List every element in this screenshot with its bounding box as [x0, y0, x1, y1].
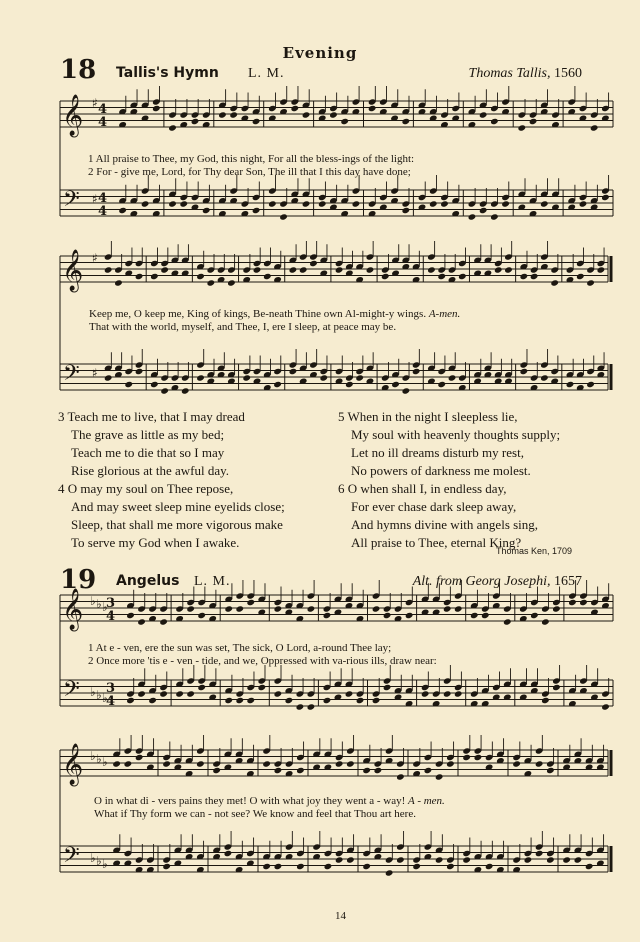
- hymn19-system2-bass-note: [574, 856, 583, 863]
- hymn18-system2-treble-note: [366, 266, 375, 273]
- hymn19-system1-bass-note: [258, 684, 267, 691]
- hymn-19-lyric-line: 2 Once more 'tis e - ven - tide, and we, Oppressed with va-rious ills, draw near:: [88, 655, 437, 667]
- hymn-18-lyric-line: 2 For - give me, Lord, for Thy dear Son, The ill that I this day have done;: [88, 166, 411, 178]
- hymn18-system2-treble-note: [207, 279, 216, 286]
- hymn18-system2-treble-note: [114, 279, 123, 286]
- hymn19-system1-bass-note: [454, 690, 463, 697]
- hymn19-system1-bass-note: [224, 697, 233, 704]
- hymn18-system2-treble-note: [309, 260, 318, 267]
- hymn18-system1-bass-note: [479, 207, 488, 214]
- hymn18-system1-bass-note: [279, 213, 288, 220]
- hymn-19-amen: A - men.: [408, 795, 445, 807]
- hymn18-system2-treble-note: [227, 279, 236, 286]
- hymn18-system1-treble-note: [518, 124, 527, 131]
- hymn18-system1-bass-note: [179, 200, 188, 207]
- key-signature: ♭: [90, 685, 96, 699]
- hymn18-system1-bass-note: [402, 207, 411, 214]
- hymn19-system1-treble-note: [454, 605, 463, 612]
- time-signature-bottom: 4: [98, 115, 108, 130]
- hymn19-system2-treble-note: [135, 754, 144, 761]
- hymn19-system2-bass-note: [346, 856, 355, 863]
- time-signature-top: 4: [98, 102, 108, 117]
- verse-line: 6 O when shall I, in endless day,: [338, 481, 507, 496]
- hymn19-system2-treble-note: [196, 760, 205, 767]
- hymn-18-title: Tallis's Hymn: [116, 65, 219, 81]
- hymn18-system2-bass-note: [150, 381, 159, 388]
- hymn19-system2-treble-note: [512, 760, 521, 767]
- hymn19-system1-treble-note: [323, 612, 332, 619]
- hymn-19-lyric-line: What if Thy form we can - not see? We know and feel that Thou art here.: [94, 808, 416, 820]
- hymn18-system2-bass-note: [242, 374, 251, 381]
- time-signature-bottom: 4: [106, 609, 116, 624]
- hymn19-system2-treble-note: [124, 760, 133, 767]
- treble-clef: 𝄞: [62, 250, 84, 291]
- hymn19-system1-bass-note: [323, 697, 332, 704]
- hymn19-system2-bass-note: [435, 856, 444, 863]
- hymn19-system2-bass-note: [162, 863, 171, 870]
- hymn-19-meter: L. M.: [194, 574, 231, 589]
- hymn19-system2-treble-note: [262, 760, 271, 767]
- key-signature: ♭: [90, 749, 96, 763]
- hymn-18-year: 1560: [554, 66, 582, 81]
- hymn18-system2-treble-note: [150, 273, 159, 280]
- hymn19-system1-treble-note: [224, 605, 233, 612]
- hymn18-system2-bass-note: [135, 368, 144, 375]
- hymn18-system1-bass-note: [141, 200, 150, 207]
- hymn18-system2-treble-note: [381, 273, 390, 280]
- hymn19-system2-bass-note: [396, 856, 405, 863]
- hymn18-system1-bass-note: [268, 200, 277, 207]
- bass-clef: 𝄢: [63, 677, 80, 707]
- hymn19-system2-treble-note: [474, 754, 483, 761]
- hymn19-system2-treble-note: [462, 754, 471, 761]
- hymn18-system1-bass-note: [601, 194, 610, 201]
- hymn-18-lyric-line: [89, 308, 460, 320]
- key-signature: ♭: [96, 688, 102, 702]
- hymn19-system1-treble-note: [159, 618, 168, 625]
- treble-clef: 𝄞: [62, 744, 84, 785]
- hymn19-system2-bass-note: [535, 850, 544, 857]
- hymn19-system2-treble-note: [346, 760, 355, 767]
- key-signature: ♯: [92, 251, 98, 265]
- hymn19-system1-bass-note: [197, 684, 206, 691]
- hymn18-system2-bass-note: [540, 374, 549, 381]
- hymn18-system2-treble-note: [196, 273, 205, 280]
- hymn19-system1-bass-note: [372, 697, 381, 704]
- hymn19-system1-bass-note: [541, 697, 550, 704]
- hymn18-system2-bass-note: [289, 368, 298, 375]
- key-signature: ♭: [102, 600, 108, 614]
- hymn18-system1-treble-note: [218, 111, 227, 118]
- hymn19-system2-treble-note: [112, 760, 121, 767]
- hymn19-system1-bass-note: [296, 703, 305, 710]
- hymn18-system1-treble-note: [368, 105, 377, 112]
- hymn18-system1-treble-note: [302, 111, 311, 118]
- hymn19-system1-bass-note: [307, 703, 316, 710]
- bass-clef: 𝄢: [63, 187, 80, 217]
- hymn19-system1-treble-note: [126, 612, 135, 619]
- hymn19-system2-bass-note: [224, 850, 233, 857]
- hymn18-system1-treble-note: [229, 111, 238, 118]
- verse-line: All praise to Thee, eternal King?: [351, 535, 522, 550]
- hymn19-system2-treble-note: [335, 760, 344, 767]
- hymn19-system2-treble-note: [212, 767, 221, 774]
- page-number: 14: [335, 910, 346, 922]
- hymn18-system2-treble-note: [253, 266, 262, 273]
- hymn19-system2-bass-note: [562, 856, 571, 863]
- hymn18-system1-bass-note: [429, 200, 438, 207]
- hymn-18-lyric-line: That with the world, myself, and Thee, I, ere I sleep, at peace may be.: [89, 321, 397, 333]
- hymn18-system1-bass-note: [440, 200, 449, 207]
- verse-line: Sleep, that shall me more vigorous make: [71, 517, 283, 532]
- hymn18-system2-bass-note: [437, 381, 446, 388]
- hymn18-system2-bass-note: [196, 374, 205, 381]
- hymn19-system2-bass-note: [385, 869, 394, 876]
- hymn19-system1-treble-note: [443, 605, 452, 612]
- hymn19-system2-bass-note: [585, 863, 594, 870]
- hymn18-system2-treble-note: [494, 266, 503, 273]
- verse-line: The grave as little as my bed;: [71, 427, 225, 442]
- hymn18-system2-treble-note: [520, 273, 529, 280]
- hymn18-system2-bass-note: [345, 381, 354, 388]
- hymn19-system2-treble-note: [396, 773, 405, 780]
- hymn-19-lyric-line: [94, 795, 445, 807]
- section-title: Evening: [282, 44, 358, 62]
- hymn18-system2-bass-note: [402, 387, 411, 394]
- treble-clef: 𝄞: [62, 589, 84, 630]
- verse-line: For ever chase dark sleep away,: [351, 499, 517, 514]
- hymn-19-lyric-line: 1 At e - ven, ere the sun was set, The sick, O Lord, a-round Thee lay;: [88, 642, 392, 654]
- hymn18-system2-treble-note: [437, 273, 446, 280]
- hymn19-system2-treble-note: [535, 760, 544, 767]
- hymn19-system2-treble-note: [296, 767, 305, 774]
- time-signature-top: 3: [106, 596, 116, 611]
- key-signature: ♭: [96, 854, 102, 868]
- hymn19-system2-bass-note: [335, 856, 344, 863]
- hymn-18-verse: [338, 408, 560, 480]
- hymn18-system1-treble-note: [402, 118, 411, 125]
- hymn18-system2-bass-note: [586, 381, 595, 388]
- hymn19-system1-bass-note: [175, 690, 184, 697]
- hymn19-system1-treble-note: [137, 618, 146, 625]
- hymn19-system1-bass-note: [126, 697, 135, 704]
- verse-line: And may sweet sleep mine eyelids close;: [71, 499, 285, 514]
- hymn19-system1-bass-note: [274, 690, 283, 697]
- hymn18-system2-bass-note: [566, 381, 575, 388]
- hymn-18-composer: Thomas Tallis,: [468, 66, 551, 81]
- hymn18-system1-treble-note: [490, 118, 499, 125]
- hymn19-system2-treble-note: [274, 767, 283, 774]
- hymn18-system2-bass-note: [124, 381, 133, 388]
- hymn19-system2-bass-note: [262, 863, 271, 870]
- hymn18-system2-treble-note: [550, 279, 559, 286]
- hymn19-system1-treble-note: [235, 605, 244, 612]
- key-signature: ♯: [92, 192, 98, 206]
- hymn18-system1-treble-note: [479, 111, 488, 118]
- hymn19-system2-bass-note: [546, 856, 555, 863]
- hymn19-system1-treble-note: [383, 612, 392, 619]
- hymn19-system1-treble-note: [274, 605, 283, 612]
- time-signature-top: 3: [106, 681, 116, 696]
- hymn18-system2-bass-note: [104, 374, 113, 381]
- hymn18-system2-bass-note: [160, 387, 169, 394]
- hymn-18-amen: A-men.: [428, 308, 461, 320]
- key-signature: ♭: [102, 857, 108, 871]
- hymn18-system2-treble-note: [104, 266, 113, 273]
- hymn19-system1-treble-note: [246, 599, 255, 606]
- key-signature: ♭: [90, 851, 96, 865]
- key-signature: ♭: [102, 691, 108, 705]
- hymn19-system1-treble-note: [541, 618, 550, 625]
- hymn18-system2-treble-note: [299, 266, 308, 273]
- hymn18-system2-treble-note: [597, 266, 606, 273]
- key-signature: ♯: [92, 366, 98, 380]
- hymn19-system1-bass-note: [383, 684, 392, 691]
- hymn19-system1-treble-note: [307, 605, 316, 612]
- hymn19-system1-treble-note: [186, 605, 195, 612]
- hymn-19-attribution: [413, 574, 582, 590]
- hymn18-system2-treble-note: [427, 266, 436, 273]
- hymn-18-lyric-line: 1 All praise to Thee, my God, this night, For all the bless-ings of the light:: [88, 153, 415, 165]
- hymn-18-verse: [58, 408, 245, 480]
- hymn19-system1-treble-note: [197, 612, 206, 619]
- hymn19-system1-bass-note: [148, 697, 157, 704]
- hymn18-system1-treble-note: [252, 118, 261, 125]
- hymn-19-composer: Alt. from Georg Josephi,: [412, 574, 551, 589]
- time-signature-bottom: 4: [106, 694, 116, 709]
- hymn18-system2-bass-note: [273, 381, 282, 388]
- hymn19-system1-treble-note: [372, 605, 381, 612]
- hymn-19-title: Angelus: [116, 573, 180, 589]
- hymn19-system2-bass-note: [274, 863, 283, 870]
- verse-line: 5 When in the night I sleepless lie,: [338, 409, 518, 424]
- hymn19-system2-bass-note: [324, 863, 333, 870]
- hymn19-system2-bass-note: [524, 856, 533, 863]
- hymn19-system2-treble-note: [446, 760, 455, 767]
- hymn18-system1-bass-note: [202, 207, 211, 214]
- verse-line: Teach me to die that so I may: [71, 445, 225, 460]
- hymn18-system1-treble-note: [329, 111, 338, 118]
- time-signature-bottom: 4: [98, 204, 108, 219]
- hymn18-system2-bass-note: [520, 368, 529, 375]
- verse-line: Let no ill dreams disturb my rest,: [351, 445, 524, 460]
- hymn19-system2-treble-note: [424, 767, 433, 774]
- hymn18-system1-treble-note: [152, 105, 161, 112]
- hymn19-system1-bass-note: [552, 684, 561, 691]
- verse-line: And hymns divine with angels sing,: [351, 517, 539, 532]
- hymn18-system2-bass-note: [412, 368, 421, 375]
- hymn19-system2-bass-note: [462, 856, 471, 863]
- hymn19-system1-treble-note: [481, 612, 490, 619]
- hymn19-system1-treble-note: [552, 605, 561, 612]
- hymn18-system1-bass-note: [579, 200, 588, 207]
- hymn19-system2-treble-note: [362, 767, 371, 774]
- hymn19-system1-bass-note: [601, 703, 610, 710]
- hymn19-system2-treble-note: [162, 760, 171, 767]
- hymn19-system1-treble-note: [503, 618, 512, 625]
- hymn-18-meter: L. M.: [248, 66, 285, 81]
- hymn19-system1-bass-note: [443, 690, 452, 697]
- hymn-18-lyric-text: Keep me, O keep me, King of kings, Be-neath Thine own Al-might-y wings.: [89, 308, 427, 320]
- hymn19-system1-treble-note: [530, 612, 539, 619]
- key-signature: ♭: [90, 594, 96, 608]
- hymn19-system1-treble-note: [470, 612, 479, 619]
- key-signature: ♭: [96, 597, 102, 611]
- hymn18-system1-bass-note: [168, 200, 177, 207]
- hymn19-system1-bass-note: [356, 697, 365, 704]
- hymn18-system1-bass-note: [252, 207, 261, 214]
- hymn-18-verse-credit: Thomas Ken, 1709: [495, 546, 572, 556]
- verse-line: 4 O may my soul on Thee repose,: [58, 481, 234, 496]
- hymn18-system2-treble-note: [335, 266, 344, 273]
- hymn19-system1-treble-note: [579, 599, 588, 606]
- hymn18-system1-treble-note: [340, 118, 349, 125]
- hymn18-system2-treble-note: [289, 266, 298, 273]
- hymn19-system2-treble-note: [374, 767, 383, 774]
- hymn19-system2-bass-note: [362, 863, 371, 870]
- hymn18-system1-treble-note: [590, 124, 599, 131]
- hymn-19-lyric-text: O in what di - vers pains they met! O with what joy they went a - way!: [94, 795, 406, 807]
- key-signature: ♯: [92, 96, 98, 110]
- hymn19-system1-bass-note: [421, 690, 430, 697]
- hymn18-system1-bass-note: [501, 200, 510, 207]
- bass-clef: 𝄢: [63, 843, 80, 873]
- hymn19-system1-bass-note: [137, 690, 146, 697]
- hymn18-system1-bass-note: [118, 207, 127, 214]
- hymn-19-year: 1657: [554, 574, 582, 589]
- hymn19-system2-treble-note: [435, 773, 444, 780]
- hymn18-system2-treble-note: [135, 273, 144, 280]
- hymn19-system1-bass-note: [159, 690, 168, 697]
- hymn-18-attribution: [469, 66, 582, 82]
- hymn18-system2-bass-note: [391, 381, 400, 388]
- hymn18-system1-bass-note: [352, 200, 361, 207]
- hymn18-system2-treble-note: [263, 273, 272, 280]
- hymn19-system1-bass-note: [235, 697, 244, 704]
- hymn18-system2-treble-note: [530, 273, 539, 280]
- hymn18-system2-treble-note: [576, 273, 585, 280]
- key-signature: ♭: [102, 755, 108, 769]
- hymn19-system1-bass-note: [246, 697, 255, 704]
- verse-line: 3 Teach me to live, that I may dread: [58, 409, 245, 424]
- hymn19-system1-bass-note: [186, 690, 195, 697]
- hymn18-system1-bass-note: [302, 200, 311, 207]
- verse-line: No powers of darkness me molest.: [351, 463, 531, 478]
- hymn18-system1-bass-note: [490, 213, 499, 220]
- hymn19-system1-bass-note: [345, 690, 354, 697]
- hymn18-system2-bass-note: [355, 374, 364, 381]
- bass-clef: 𝄢: [63, 361, 80, 391]
- time-signature-top: 4: [98, 191, 108, 206]
- hymn19-system2-bass-note: [485, 863, 494, 870]
- hymn18-system1-treble-note: [290, 105, 299, 112]
- verse-line: To serve my God when I awake.: [71, 535, 240, 550]
- verse-line: My soul with heavenly thoughts supply;: [351, 427, 561, 442]
- hymn18-system2-treble-note: [504, 266, 513, 273]
- hymn18-system1-bass-note: [318, 200, 327, 207]
- verse-line: Rise glorious at the awful day.: [71, 463, 230, 478]
- hymn-18-verse: [338, 480, 538, 552]
- hymn18-system2-bass-note: [181, 387, 190, 394]
- hymn18-system2-bass-note: [448, 374, 457, 381]
- hymn18-system1-bass-note: [540, 200, 549, 207]
- hymn18-system2-treble-note: [458, 273, 467, 280]
- hymn19-system1-treble-note: [405, 612, 414, 619]
- treble-clef: 𝄞: [62, 95, 84, 136]
- hymn-19-number: 19: [60, 565, 97, 595]
- hymn18-system2-treble-note: [586, 279, 595, 286]
- hymn18-system1-bass-note: [468, 213, 477, 220]
- hymn18-system1-treble-note: [529, 118, 538, 125]
- hymn19-system2-bass-note: [412, 863, 421, 870]
- hymn18-system2-bass-note: [319, 374, 328, 381]
- hymn19-system1-bass-note: [285, 697, 294, 704]
- hymn18-system2-treble-note: [160, 266, 169, 273]
- hymn19-system2-bass-note: [446, 863, 455, 870]
- hymn19-system2-bass-note: [296, 863, 305, 870]
- hymn18-system1-treble-note: [191, 118, 200, 125]
- hymn-18-number: 18: [60, 55, 97, 85]
- hymn19-system2-treble-note: [546, 767, 555, 774]
- hymn-18-verse: [58, 480, 285, 552]
- hymn18-system1-treble-note: [168, 124, 177, 131]
- hymn19-system1-treble-note: [568, 599, 577, 606]
- key-signature: ♭: [96, 752, 102, 766]
